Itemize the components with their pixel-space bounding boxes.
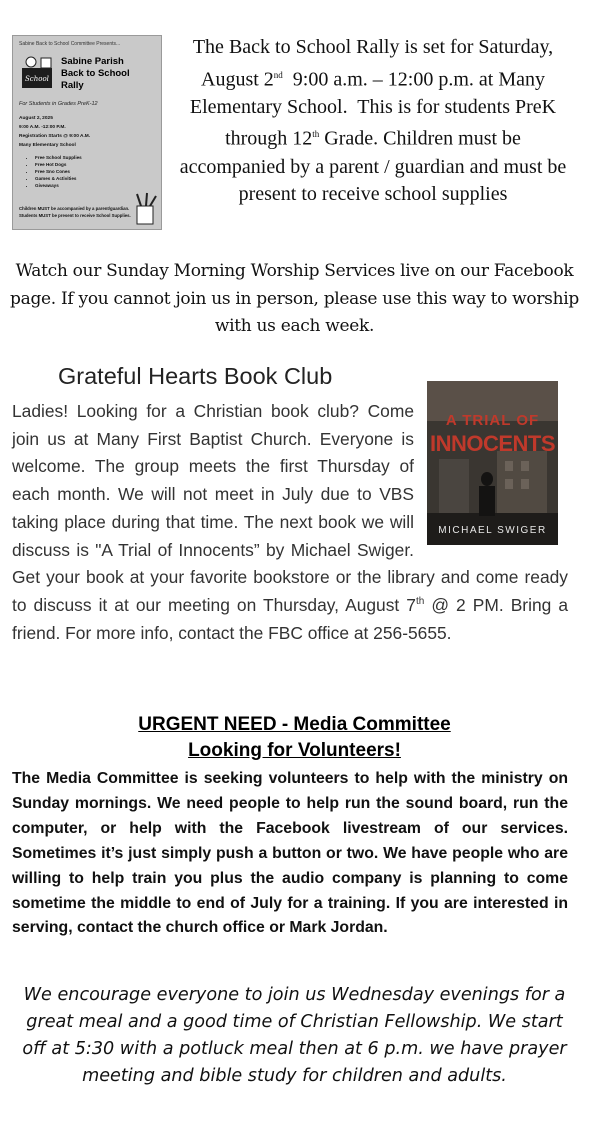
book-club-text: @ 2 PM. Bring a friend. For more info, contact the FBC office at 256-5655. <box>12 594 568 643</box>
urgent-need-heading <box>0 712 589 764</box>
rally-announcement <box>172 34 574 209</box>
svg-text:School: School <box>25 75 49 83</box>
book-club-text: Ladies! Looking for a Christian book club? Come join us at Many First Baptist Church. Everyone is welcome. The group meets the first Thursday of each month. We will not meet in July due to VBS taking place during that time. The next book we will discuss is "A Trial of Innocents” by Michael Swiger. Get your book at your favorite bookstore or the library and come ready to discuss it at our meeting on Thursday, August 7 <box>12 401 568 615</box>
flyer-time: 9:00 A.M. -12:00 P.M. <box>19 125 66 130</box>
flyer-registration: Registration Starts @ 9:00 A.M. <box>19 134 91 139</box>
list-item: • Free Sno Cones <box>35 168 82 175</box>
book-cover-title: A TRIAL OF <box>445 412 540 429</box>
cover-spacer <box>414 398 568 560</box>
list-item: • Free School Supplies <box>35 154 82 161</box>
rally-text: 9:00 a.m. – 12:00 p.m. at Many Elementary School. This is for students PreK through 12 <box>189 68 562 151</box>
list-item: • Giveaways <box>35 182 82 189</box>
flyer-title-line: Back to School <box>61 68 130 79</box>
rally-text: Grade. Children must be accompanied by a parent / guardian and must be present to receive school supplies <box>179 128 567 206</box>
book-club-title: Grateful Hearts Book Club <box>58 363 333 389</box>
flyer-presents: Sabine Back to School Committee Presents... <box>19 41 121 47</box>
flyer-note: Students MUST be present to receive School Supplies. <box>19 212 131 218</box>
flyer-subtitle: For Students in Grades PreK-12 <box>19 101 98 107</box>
book-club-description <box>12 398 568 647</box>
flyer-title <box>61 56 161 92</box>
book-cover-author: MICHAEL SWIGER <box>438 525 547 536</box>
rally-ordinal: th <box>312 129 320 140</box>
urgent-need-subtitle: Looking for Volunteers! <box>188 740 401 761</box>
pencil-cup-icon <box>131 192 159 226</box>
flyer-details <box>19 114 159 150</box>
rally-text: The Back to School Rally is set for Saturday, August 2 <box>192 36 554 91</box>
flyer-title-line: Rally <box>61 80 84 91</box>
wednesday-announcement: We encourage everyone to join us Wednesday evenings for a great meal and a good time of Christian Fellowship. We start off at 5:30 with a potluck meal then at 6 p.m. we have prayer meeting and bible study for children and adults. <box>22 985 567 1086</box>
book-cover-title: INNOCENTS <box>429 431 556 456</box>
worship-announcement: Watch our Sunday Morning Worship Services live on our Facebook page. If you cannot join us in person, please use this way to worship with us each week. <box>10 261 579 336</box>
list-item: • Games & Activities <box>35 175 82 182</box>
flyer-location: Many Elementary School <box>19 143 76 148</box>
school-supplies-icon <box>19 54 57 92</box>
flyer-date: August 2, 2025 <box>19 116 53 121</box>
flyer-title-line: Sabine Parish <box>61 56 124 67</box>
urgent-need-title: URGENT NEED - Media Committee <box>138 714 451 735</box>
list-item: • Free Hot Dogs <box>35 161 82 168</box>
urgent-need-body: The Media Committee is seeking volunteers to help with the ministry on Sunday mornings. We need people to help run the sound board, run the computer, or help with the Facebook livestream of our services. Sometimes it’s just simply push a button or two. We have people who are willing to help train you plus the audio company is planning to come sometime the middle to end of July for a training. If you are interested in serving, contact the church office or Mark Jordan. <box>12 770 568 937</box>
book-club-ordinal: th <box>415 596 425 608</box>
flyer-notes <box>19 206 139 219</box>
flyer-item-list <box>29 154 82 189</box>
rally-flyer-image <box>12 35 162 230</box>
rally-ordinal: nd <box>273 69 283 80</box>
flyer-note: Children MUST be accompanied by a parent/guardian. <box>19 206 130 211</box>
